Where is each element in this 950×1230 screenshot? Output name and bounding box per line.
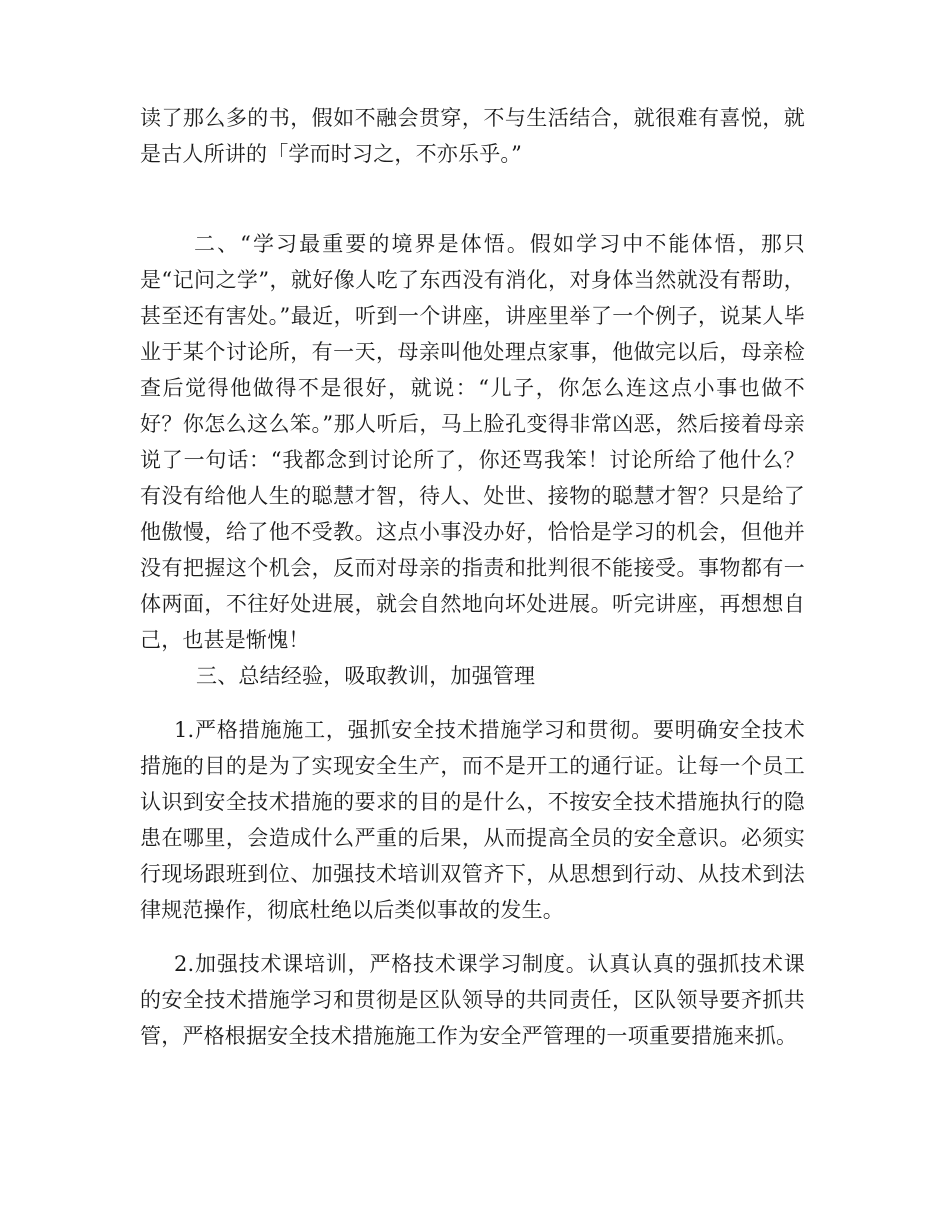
paragraph-section-two: 二、“学习最重要的境界是体悟。假如学习中不能体悟，那只是“记问之学”，就好像人吃了东西没有消化，对身体当然就没有帮助，甚至还有害处。”最近，听到一个讲座，讲座里举了一个例子，说某人毕业于某个讨论所，有一天，母亲叫他处理点家事，他做完以后，母亲检查后觉得他做得不是很好，就说：“儿子，你怎么连这点小事也做不好？你怎么这么笨。”那人听后，马上脸孔变得非常凶恶，然后接着母亲说了一句话：“我都念到讨论所了，你还骂我笨！讨论所给了他什么？有没有给他人生的聪慧才智，待人、处世、接物的聪慧才智？只是给了他傲慢，给了他不受教。这点小事没办好，恰恰是学习的机会，但他并没有把握这个机会，反而对母亲的指责和批判很不能接受。事物都有一体两面，不往好处进展，就会自然地向坏处进展。听完讲座，再想想自己，也甚是惭愧！ <box>140 232 805 652</box>
section-three-heading: 三、总结经验，吸取教训，加强管理 <box>196 664 536 688</box>
paragraph-item-two: 2.加强技术课培训，严格技术课学习制度。认真认真的强抓技术课的安全技术措施学习和贯彻是区队领导的共同责任，区队领导要齐抓共管，严格根据安全技术措施施工作为安全严管理的一项重要措施来抓。 <box>140 952 805 1048</box>
paragraph-item-one: 1.严格措施施工，强抓安全技术措施学习和贯彻。要明确安全技术措施的目的是为了实现安全生产，而不是开工的通行证。让每一个员工认识到安全技术措施的要求的目的是什么，不按安全技术措施执行的隐患在哪里，会造成什么严重的后果，从而提高全员的安全意识。必须实行现场跟班到位、加强技术培训双管齐下，从思想到行动、从技术到法律规范操作，彻底杜绝以后类似事故的发生。 <box>140 718 805 922</box>
paragraph-continuation: 读了那么多的书，假如不融会贯穿，不与生活结合，就很难有喜悦，就是古人所讲的「学而时习之，不亦乐乎。” <box>140 106 805 166</box>
